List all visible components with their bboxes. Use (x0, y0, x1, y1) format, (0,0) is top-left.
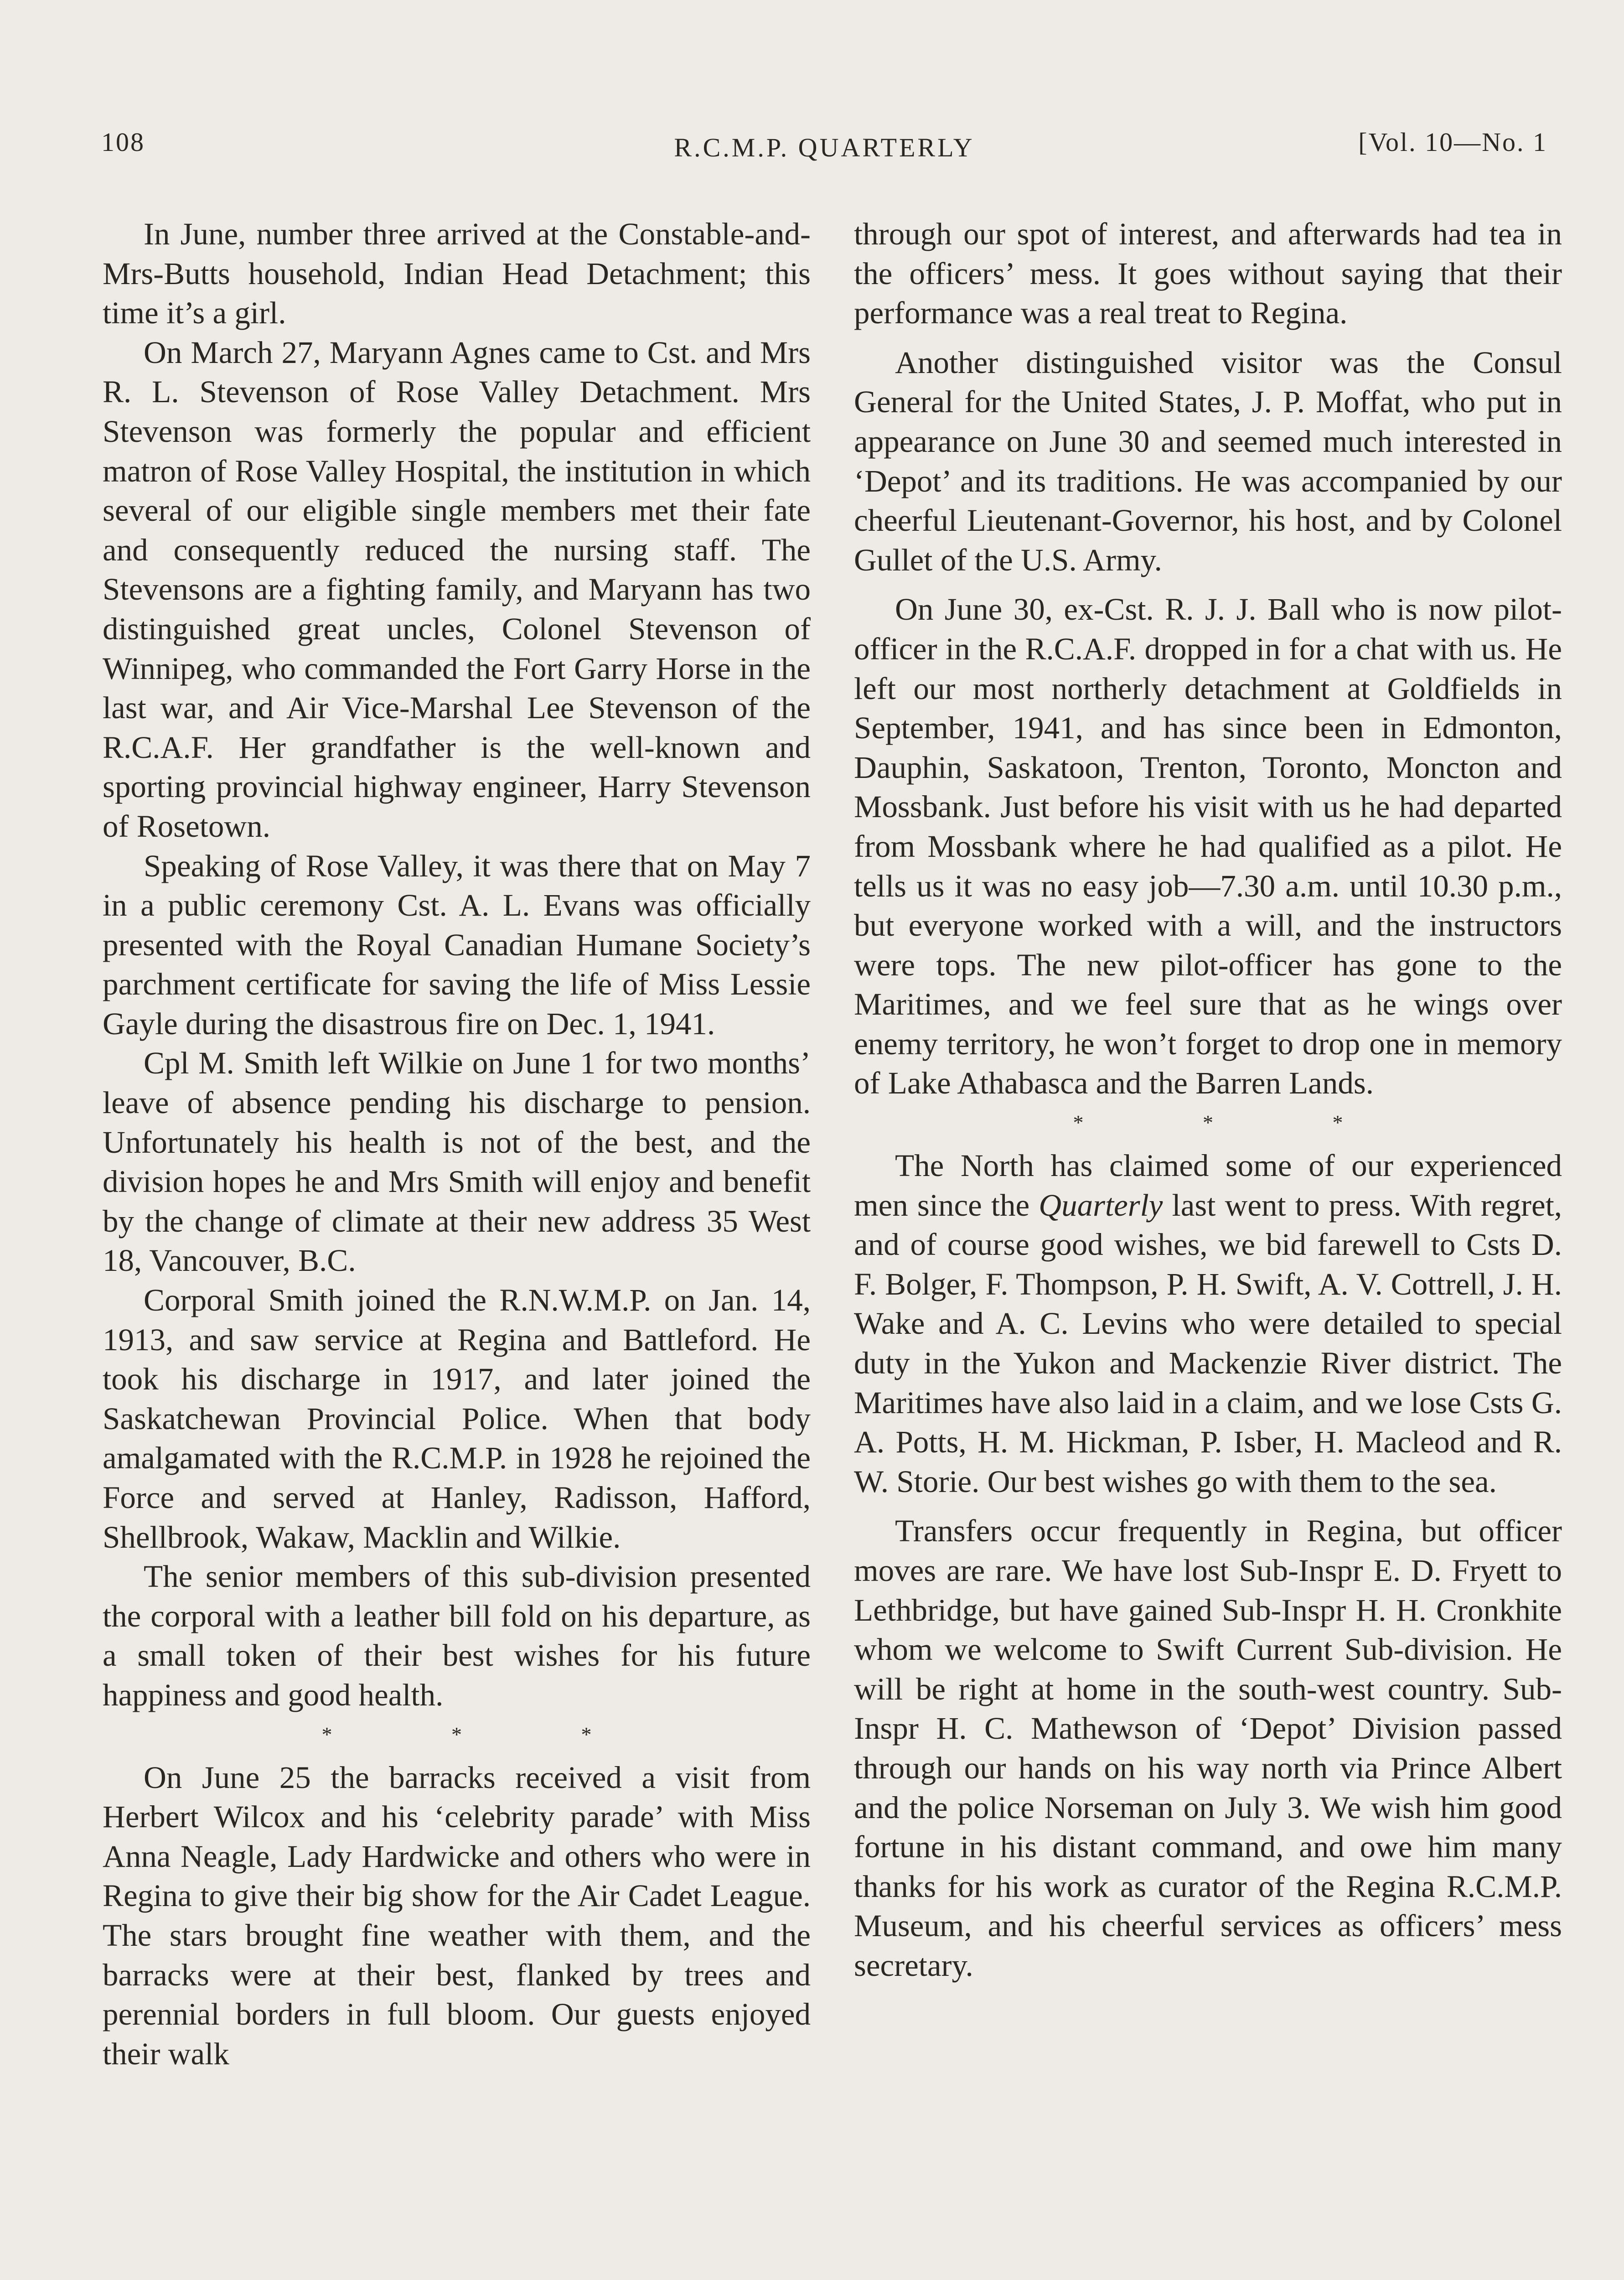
paragraph: Speaking of Rose Valley, it was there that on May 7 in a public ceremony Cst. A. L. Evans was officially presented with the Royal Canadian Humane Society’s parchment certificate for saving the life of Miss Lessie Gayle during the disastrous fire on Dec. 1, 1941. (103, 848, 811, 1041)
left-column (103, 214, 811, 2073)
paragraph: In June, number three arrived at the Constable-and-Mrs-Butts household, Indian Head Detachment; this time it’s a girl. (103, 217, 811, 331)
paragraph-continued: through our spot of interest, and afterwards had tea in the officers’ mess. It goes without saying that their performance was a real treat to Regina. (854, 217, 1562, 331)
star-glyph: * (1332, 1111, 1343, 1135)
volume-label: [Vol. 10—No. 1 (1358, 127, 1547, 157)
paragraph: Another distinguished visitor was the Consul General for the United States, J. P. Moffat, who put in appearance on June 30 and seemed much interested in ‘Depot’ and its traditions. He was accompanied by our cheerful Lieutenant-Governor, his host, and by Colonel Gullet of the U.S. Army. (854, 345, 1562, 577)
star-glyph: * (1073, 1111, 1084, 1135)
paragraph: Cpl M. Smith left Wilkie on June 1 for two months’ leave of absence pending his discharge to pension. Unfortunately his health is not of the best, and the division hopes he and Mrs Smith will enjoy and benefit by the change of climate at their new address 35 West 18, Vancouver, B.C. (103, 1046, 811, 1278)
paragraph: On June 25 the barracks received a visit from Herbert Wilcox and his ‘celebrity parade’ with Miss Anna Neagle, Lady Hardwicke and others who were in Regina to give their big show for the Air Cadet League. The stars brought fine weather with them, and the barracks were at their best, flanked by trees and perennial borders in full bloom. Our guests enjoyed their walk (103, 1760, 811, 2071)
page-number: 108 (101, 127, 145, 157)
paragraph: Corporal Smith joined the R.N.W.M.P. on Jan. 14, 1913, and saw service at Regina and Battleford. He took his discharge in 1917, and later joined the Saskatchewan Provincial Police. When that body amalgamated with the R.C.M.P. in 1928 he rejoined the Force and served at Hanley, Radisson, Hafford, Shellbrook, Wakaw, Macklin and Wilkie. (103, 1283, 811, 1555)
star-glyph: * (581, 1722, 592, 1746)
journal-title: R.C.M.P. QUARTERLY (674, 133, 975, 162)
paragraph: Transfers occur frequently in Regina, but officer moves are rare. We have lost Sub-Inspr E. D. Fryett to Lethbridge, but have gained Sub-Inspr H. H. Cronkhite whom we welcome to Swift Current Sub-division. He will be right at home in the south-west country. Sub-Inspr H. C. Mathewson of ‘Depot’ Division passed through our hands on his way north via Prince Albert and the police Norseman on July 3. We wish him good fortune in his distant command, and owe him many thanks for his work as curator of the Regina R.C.M.P. Museum, and his cheerful services as officers’ mess secretary. (854, 1513, 1562, 1983)
paragraph: On March 27, Maryann Agnes came to Cst. and Mrs R. L. Stevenson of Rose Valley Detachment. Mrs Stevenson was formerly the popular and efficient matron of Rose Valley Hospital, the institution in which several of our eligible single members met their fate and consequently reduced the nursing staff. The Stevensons are a fighting family, and Maryann has two distinguished great uncles, Colonel Stevenson of Winnipeg, who commanded the Fort Garry Horse in the last war, and Air Vice-Marshal Lee Stevenson of the R.C.A.F. Her grandfather is the well-known and sporting provincial highway engineer, Harry Stevenson of Rosetown. (103, 335, 811, 844)
star-glyph: * (1203, 1111, 1213, 1135)
publication-title: Quarterly (1039, 1187, 1163, 1223)
paragraph: On June 30, ex-Cst. R. J. J. Ball who is now pilot-officer in the R.C.A.F. dropped in for a chat with us. He left our most northerly detachment at Goldfields in September, 1941, and has since been in Edmonton, Dauphin, Saskatoon, Trenton, Toronto, Moncton and Mossbank. Just before his visit with us he had departed from Mossbank where he had qualified as a pilot. He tells us it was no easy job—7.30 a.m. until 10.30 p.m., but everyone worked with a will, and the instructors were tops. The new pilot-officer has gone to the Maritimes, and we feel sure that as he wings over enemy territory, he won’t forget to drop one in memory of Lake Athabasca and the Barren Lands. (854, 592, 1562, 1101)
text-run: The North has claimed some of our experienced men since the (854, 1148, 1562, 1223)
text-run: last went to press. With regret, and of course good wishes, we bid farewell to Csts D. F. Bolger, F. Thompson, P. H. Swift, A. V. Cottrell, J. H. Wake and A. C. Levins who were detailed to special duty in the Yukon and Mackenzie River district. The Maritimes have also laid in a claim, and we lose Csts G. A. Potts, H. M. Hickman, P. Isber, H. Macleod and R. W. Storie. Our best wishes go with them to the sea. (854, 1187, 1562, 1499)
section-separator (854, 1103, 1562, 1146)
running-header (101, 127, 1547, 168)
star-glyph: * (451, 1722, 462, 1746)
star-glyph: * (321, 1722, 332, 1746)
section-separator (103, 1715, 811, 1758)
paragraph: The senior members of this sub-division presented the corporal with a leather bill fold on his departure, as a small token of their best wishes for his future happiness and good health. (103, 1559, 811, 1712)
right-column (854, 214, 1562, 1985)
paragraph (854, 1146, 1562, 1501)
